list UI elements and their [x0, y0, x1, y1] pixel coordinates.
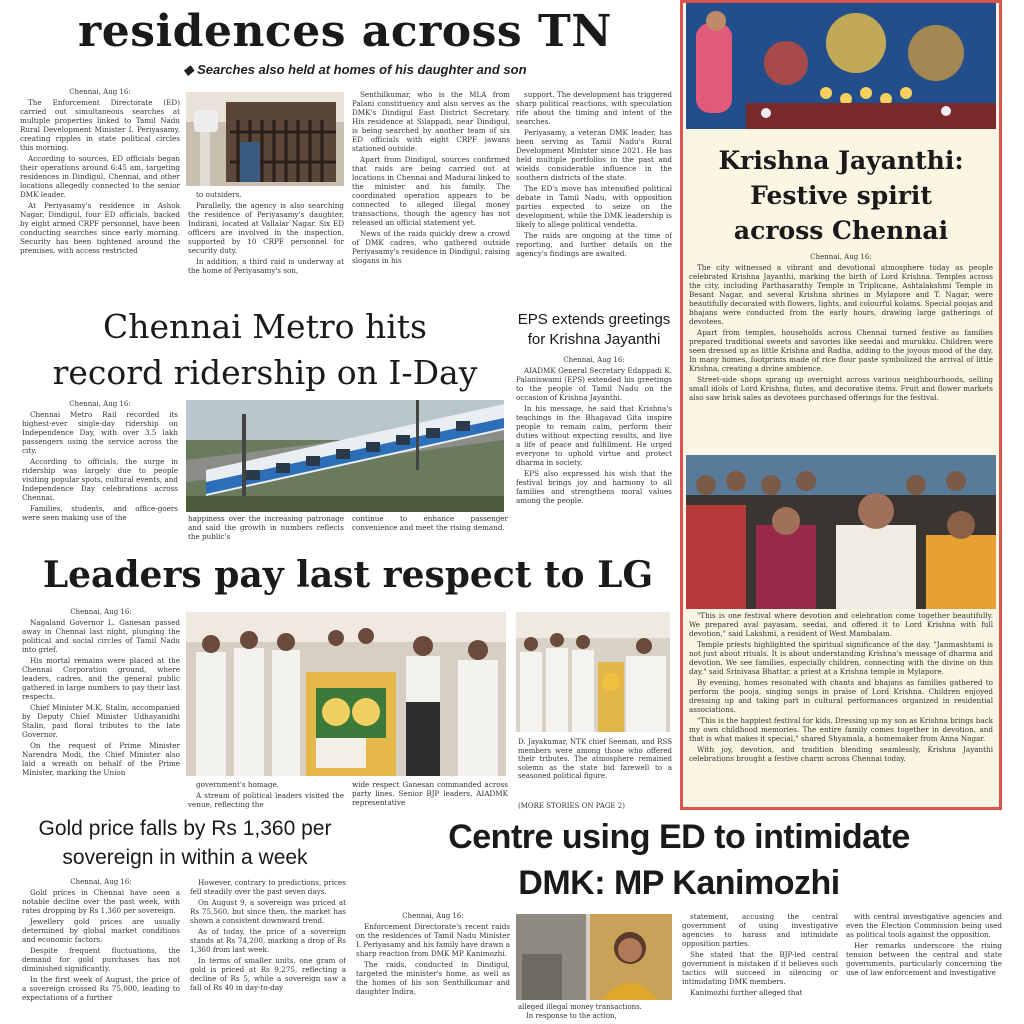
paragraph: A stream of political leaders visited the venue, reflecting the — [188, 791, 344, 809]
ed-col-2 — [188, 190, 344, 298]
gold-col-1 — [22, 878, 180, 1024]
paragraph: Senthilkumar, who is the MLA from Palani constituency and also serves as the DMK's Dindigul East District Secretary. His residence at Silappadi, near Dindigul, is being searched by another team of six ED officials with eight CRPF jawans stationed outside. — [352, 90, 510, 153]
article-body — [516, 366, 672, 505]
paragraph: With joy, devotion, and tradition blending seamlessly, Krishna Jayanthi celebrations brought a festive charm across Chennai today. — [689, 745, 993, 763]
article-body — [846, 912, 1002, 977]
metro-col-2 — [188, 514, 344, 548]
paragraph: Nagaland Governor L. Ganesan passed away in Chennai last night, plunging the political and social circles of Tamil Nadu into grief. — [22, 618, 180, 654]
dateline: Chennai, Aug 16: — [563, 356, 625, 364]
article-body — [689, 611, 993, 763]
ed-col-3 — [352, 90, 510, 300]
paragraph: EPS also expressed his wish that the festival brings joy and harmony to all families and strengthens moral values among the people. — [516, 469, 672, 505]
paragraph: Chief Minister M.K. Stalin, accompanied by Deputy Chief Minister Udhayanidhi Stalin, paid floral tributes to the late Governor. — [22, 703, 180, 739]
headline-line: Chennai Metro hits — [103, 307, 427, 346]
paragraph: As of today, the price of a sovereign stands at Rs 74,200, marking a drop of Rs 1,360 from last week. — [190, 927, 346, 954]
dateline: Chennai, Aug 16: — [70, 878, 132, 886]
caption: alleged illegal money transactions. — [518, 1003, 642, 1011]
paragraph: According to officials, the surge in ridership was largely due to people visiting popular spots, cultural events, and Independence Day celebrations across Chennai. — [22, 457, 178, 502]
paragraph: Despite frequent fluctuations, the demand for gold purchases has not diminished significantly. — [22, 946, 180, 973]
paragraph: Temple priests highlighted the spiritual significance of the day. "Janmashtami is not just about rituals. It is about understanding Krishna's message of dharma and devotion. We see families, especially children, connecting with the divine on this day," said Srinivasa Bhattar, a priest at a Krishna temple in Mylapore. — [689, 640, 993, 676]
lg-more-stories: (MORE STORIES ON PAGE 2) — [518, 802, 625, 810]
paragraph: Families, students, and office-goers were seen making use of the — [22, 504, 178, 522]
article-body — [352, 90, 510, 265]
paragraph: support. The development has triggered sharp political reactions, with speculation rife about the timing and intent of the searches. — [516, 90, 672, 126]
dateline: Chennai, Aug 16: — [70, 608, 132, 616]
paragraph: "This is one festival where devotion and celebration come together beautifully. We prepared aval payasam, seedai, and offered it to Lord Krishna with full devotion," said Lakshmi, a resident of West Mambalam. — [689, 611, 993, 638]
krishna-headline — [683, 143, 999, 251]
paragraph: Enforcement Directorate's recent raids on the residences of Tamil Nadu Minister I. Periyasamy and his family have drawn a sharp reaction from DMK MP Kanimozhi. — [356, 922, 510, 958]
kanimozhi-col-3 — [682, 912, 838, 1024]
kanimozhi-photo — [516, 914, 672, 1000]
gold-col-2 — [190, 878, 346, 1024]
headline-line: Gold price falls by Rs 1,360 per — [38, 817, 332, 840]
article-body — [356, 922, 510, 996]
ed-headline: residences across TN — [78, 8, 612, 57]
lg-headline: Leaders pay last respect to LG — [42, 556, 654, 596]
paragraph: happiness over the increasing patronage and said the growth in numbers reflects the public's — [188, 514, 344, 541]
paragraph: The raids, conducted in Dindigul, targeted the minister's home, as well as the homes of his son Senthilkumar and daughter Indira, — [356, 960, 510, 996]
metro-train-photo — [186, 400, 504, 512]
paragraph: On the request of Prime Minister Narendra Modi, the Chief Minister also laid a wreath on behalf of the Prime Minister, marking the Union — [22, 741, 180, 777]
caption: In response to the action, — [526, 1011, 617, 1020]
lg-tribute-photo — [186, 612, 506, 776]
headline-line: DMK: MP Kanimozhi — [518, 864, 840, 902]
krishna-body-2 — [689, 611, 993, 805]
krishna-devotees-photo — [686, 455, 996, 609]
metro-col-3 — [352, 514, 508, 548]
headline-line: record ridership on I-Day — [52, 353, 478, 392]
paragraph: "This is the happiest festival for kids. Dressing up my son as Krishna brings back my own childhood memories. The entire family comes together in devotion, and that is what makes it special," shared Shyamala, a homemaker from Anna Nagar. — [689, 716, 993, 743]
paragraph: The ED's move has intensified political debate in Tamil Nadu, with opposition parties expected to seize on the development, while the DMK leadership is likely to allege political vendetta. — [516, 184, 672, 229]
paragraph: In addition, a third raid is underway at the home of Periyasamy's son, — [188, 257, 344, 275]
dateline: Chennai, Aug 16: — [402, 912, 464, 920]
paragraph: According to sources, ED officials began their operations around 6:45 am, targeting residences in Dindigul, Chennai, and other locations allegedly connected to the senior DMK leader. — [20, 154, 180, 199]
article-body — [188, 190, 344, 275]
article-body — [689, 263, 993, 402]
lg-col-2 — [188, 780, 344, 812]
paragraph: Periyasamy, a veteran DMK leader, has been serving as Tamil Nadu's Rural Development Minister since 2021. He has held multiple portfolios in the past and wields considerable influence in the southern districts of the state. — [516, 128, 672, 182]
headline-line: Centre using ED to intimidate — [448, 818, 910, 856]
article-body — [22, 410, 178, 522]
paragraph: Street-side shops sprang up overnight across various neighbourhoods, selling small idols of Lord Krishna, flutes, and decorative items. Fruit and flower markets also saw brisk sales as devotees purchased offerings for the festival. — [689, 375, 993, 402]
kanimozhi-col-4 — [846, 912, 1002, 1024]
ed-raid-photo — [186, 92, 344, 186]
dateline: Chennai, Aug 16: — [810, 253, 872, 261]
paragraph: government's homage. — [196, 780, 280, 789]
gold-headline — [20, 814, 350, 876]
headline-line: Krishna Jayanthi: — [718, 146, 964, 175]
lg-col-3 — [352, 780, 508, 812]
paragraph: In the first week of August, the price of a sovereign crossed Rs 75,000, leading to expectations of a further — [22, 975, 180, 1002]
dateline: Chennai, Aug 16: — [69, 88, 131, 96]
kanimozhi-col-1 — [356, 912, 510, 1024]
krishna-body-1 — [689, 253, 993, 453]
metro-col-1 — [22, 400, 178, 546]
paragraph: Kanimozhi further alleged that — [690, 988, 803, 997]
kanimozhi-photo-caption — [518, 1003, 672, 1024]
headline-line: EPS extends greetings — [517, 311, 671, 328]
article-body — [190, 878, 346, 992]
paragraph: with central investigative agencies and even the Election Commission being used as political tools against the opposition. — [846, 912, 1002, 939]
paragraph: Apart from Dindigul, sources confirmed that raids are being carried out at locations in Chennai and Madurai linked to the minister and his family. The coordinated operation appears to be connected to alleged illegal money transactions, though the agency has not released an official statement yet. — [352, 155, 510, 227]
ed-col-4 — [516, 90, 672, 300]
paragraph: By evening, homes resonated with chants and bhajans as families gathered to perform the pooja, singing songs in praise of Lord Krishna. Children enjoyed dressing up and taking part in cultural performances organized in residential associations. — [689, 678, 993, 714]
dateline: Chennai, Aug 16: — [69, 400, 131, 408]
lg-col-1 — [22, 608, 180, 812]
paragraph: She stated that the BJP-led central government is mistaken if it believes such tactics will succeed in silencing or intimidating DMK members. — [682, 950, 838, 986]
kanimozhi-headline — [352, 814, 1006, 910]
article-body — [682, 912, 838, 997]
paragraph: Chennai Metro Rail recorded its highest-ever single-day ridership on Independence Day, with over 3.5 lakh passengers using the service across the city. — [22, 410, 178, 455]
paragraph: The raids are ongoing at the time of reporting, and further details on the agency's findings are awaited. — [516, 231, 672, 258]
paragraph: In terms of smaller units, one gram of gold is priced at Rs 9,275, reflecting a decline of Rs 5, while a sovereign saw a fall of Rs 40 in day-to-day — [190, 956, 346, 992]
paragraph: News of the raids quickly drew a crowd of DMK cadres, who gathered outside Periyasamy's residence in Dindigul, raising slogans in his — [352, 229, 510, 265]
paragraph: The Enforcement Directorate (ED) carried out simultaneous searches at multiple properties linked to Tamil Nadu Rural Development Minister I. Periyasamy, creating ripples in state political circles this morning. — [20, 98, 180, 152]
krishna-deity-photo — [686, 3, 996, 129]
paragraph: wide respect Ganesan commanded across party lines. Senior BJP leaders, AIADMK representative — [352, 780, 508, 807]
krishna-panel — [680, 0, 1002, 810]
article-body — [22, 618, 180, 777]
article-body — [188, 780, 344, 809]
headline-line: for Krishna Jayanthi — [527, 331, 661, 348]
headline-line: Festive spirit — [750, 181, 932, 210]
paragraph: At Periyasamy's residence in Ashok Nagar, Dindigul, four ED officials, backed by eight armed CRPF personnel, have been conducting searches since early morning. Security has been tightened around the premises, with access restricted — [20, 201, 180, 255]
paragraph: Apart from temples, households across Chennai turned festive as families prepared traditional sweets and savories like seedai and murukku. Children were seen dressed up as little Krishna and Radha, adding to the joyous mood of the day. In many homes, footprints made of rice flour paste symbolized the arrival of little Krishna, creating a divine ambience. — [689, 328, 993, 373]
paragraph: However, contrary to predictions, prices fell steadily over the past seven days. — [190, 878, 346, 896]
paragraph: Parallelly, the agency is also searching the residence of Periyasamy's daughter, Indirani, located at Vallalar Nagar. Six ED officers are involved in the inspection, supported by 10 CRPF personnel for security duty. — [188, 201, 344, 255]
paragraph: In his message, he said that Krishna's teachings in the Bhagavad Gita inspire people to remain calm, perform their duties without expecting results, and live a life of peace and fulfillment. He urged everyone to uphold virtue and protect dharma in society. — [516, 404, 672, 467]
caption: D. Jayakumar, NTK chief Seeman, and RSS members were among those who offered their tributes. The atmosphere remained solemn as the state bid farewell to a seasoned political figure. — [518, 738, 672, 781]
paragraph: His mortal remains were placed at the Chennai Corporation ground, where leaders, cadres, and the general public gathered in large numbers to pay their last respects. — [22, 656, 180, 701]
ed-subhead: ◆ Searches also held at homes of his daughter and son — [183, 62, 527, 77]
eps-headline — [514, 310, 674, 352]
article-body — [22, 888, 180, 1002]
paragraph: to outsiders. — [196, 190, 242, 199]
article-body — [516, 90, 672, 258]
paragraph: Jewellery gold prices are usually determined by global market conditions and economic factors. — [22, 917, 180, 944]
paragraph: Gold prices in Chennai have seen a notable decline over the past week, with rates dropping by Rs 1,360 per sovereign. — [22, 888, 180, 915]
article-body — [20, 98, 180, 255]
lg-photo-caption — [518, 738, 672, 800]
paragraph: On August 9, a sovereign was priced at Rs 75,560, but since then, the market has shown a consistent downward trend. — [190, 898, 346, 925]
headline-line: across Chennai — [733, 216, 949, 245]
metro-headline — [20, 304, 510, 398]
paragraph: AIADMK General Secretary Edappadi K. Palaniswami (EPS) extended his greetings to the people of Tamil Nadu on the occasion of Krishna Jayanthi. — [516, 366, 672, 402]
lg-leaders-photo — [516, 612, 670, 732]
paragraph: Her remarks underscore the rising tension between the central and state governments, particularly concerning the use of law enforcement and investigative — [846, 941, 1002, 977]
paragraph: The city witnessed a vibrant and devotional atmosphere today as people celebrated Krishna Jayanthi, marking the birth of Lord Krishna. Temples across the city, including Parthasarathy Temple in Triplicane, Ashtalakshmi Temple in Besant Nagar, and several Krishna shrines in Mylapore and T. Nagar, were beautifully decorated with flowers, lights, and colourful kolams. Special poojas and bhajans were conducted from the early hours, drawing large gatherings of devotees. — [689, 263, 993, 326]
paragraph: continue to enhance passenger convenience and meet the rising demand. — [352, 514, 508, 532]
headline-line: sovereign in within a week — [62, 846, 308, 869]
paragraph: statement, accusing the central government of using investigative agencies to harass and intimidate opposition parties. — [682, 912, 838, 948]
eps-body — [516, 356, 672, 548]
ed-col-1 — [20, 88, 180, 298]
